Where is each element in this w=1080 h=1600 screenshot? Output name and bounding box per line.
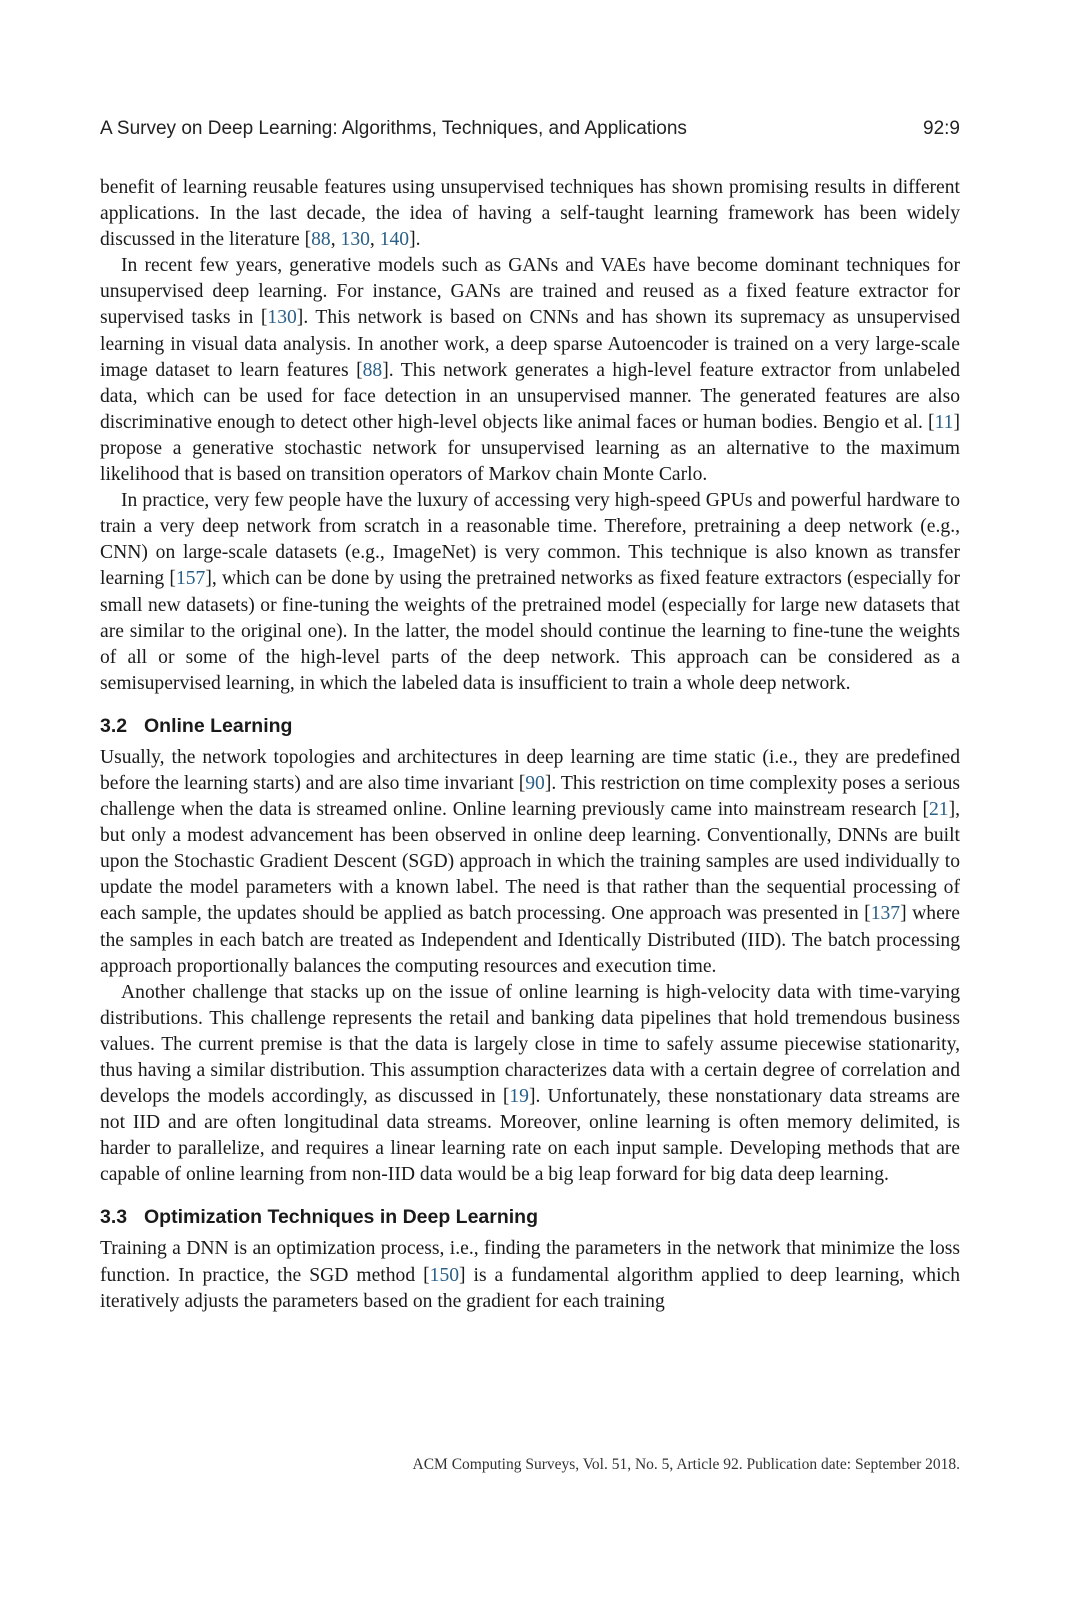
paragraph-1: benefit of learning reusable features using unsupervised techniques has shown promising results in different applications. In the last decade, the idea of having a self-taught learning framework has been widely discussed in the literature [88, 130, 140].: [100, 177, 960, 251]
paper-title: A Survey on Deep Learning: Algorithms, Techniques, and Applications: [100, 118, 687, 139]
journal-footer: ACM Computing Surveys, Vol. 51, No. 5, Article 92. Publication date: September 2018.: [412, 1456, 960, 1473]
citation-link[interactable]: 19: [509, 1086, 529, 1108]
citation-link[interactable]: 150: [429, 1264, 460, 1286]
citation-link[interactable]: 130: [267, 307, 297, 329]
citation-link[interactable]: 90: [525, 772, 545, 794]
citation-link[interactable]: 88: [311, 229, 331, 251]
citation-link[interactable]: 137: [870, 903, 901, 925]
paragraph-2: In recent few years, generative models such as GANs and VAEs have become dominant techniques for unsupervised deep learning. For instance, GANs are trained and reused as a fixed feature extractor for supervised tasks in [130]. This network is based on CNNs and has shown its supremacy as unsupervised learning in visual data analysis. In another work, a deep sparse Autoencoder is trained on a very large-scale image dataset to learn features [88]. This network generates a high-level feature extractor from unlabeled data, which can be used for face detection in an unsupervised manner. The generated features are also discriminative enough to detect other high-level objects like animal faces or human bodies. Bengio et al. [11] propose a generative stochastic network for unsupervised learning as an alternative to the maximum likelihood that is based on transition operators of Markov chain Monte Carlo.: [100, 255, 960, 486]
citation-link[interactable]: 130: [340, 229, 370, 251]
citation-link[interactable]: 11: [934, 411, 954, 433]
section-heading-online-learning: 3.2 Online Learning: [100, 714, 293, 737]
paragraph-4: Usually, the network topologies and architectures in deep learning are time static (i.e., they are predefined before the learning starts) and are also time invariant [90]. This restriction on time complexity poses a serious challenge when the data is streamed online. Online learning previously came into mainstream research [21], but only a modest advancement has been observed in online deep learning. Conventionally, DNNs are built upon the Stochastic Gradient Descent (SGD) approach in which the training samples are used individually to update the model parameters with a known label. The need is that rather than the sequential processing of each sample, the updates should be applied as batch processing. One approach was presented in [137] where the samples in each batch are treated as Independent and Identically Distributed (IID). The batch processing approach proportionally balances the computing resources and execution time.: [100, 746, 960, 977]
citation-link[interactable]: 140: [379, 229, 410, 251]
section-heading-optimization: 3.3 Optimization Techniques in Deep Learning: [100, 1206, 539, 1229]
citation-link[interactable]: 21: [928, 799, 949, 821]
paragraph-6: Training a DNN is an optimization process, i.e., finding the parameters in the network that minimize the loss function. In practice, the SGD method [150] is a fundamental algorithm applied to deep learning, which iteratively adjusts the parameters based on the gradient for each training: [100, 1238, 961, 1312]
paragraph-5: Another challenge that stacks up on the issue of online learning is high-velocity data with time-varying distributions. This challenge represents the retail and banking data pipelines that hold tremendous business values. The current premise is that the data is largely close in time to safely assume piecewise stationarity, thus having a similar distribution. This assumption characterizes data with a certain degree of correlation and develops the models accordingly, as discussed in [19]. Unfortunately, these nonstationary data streams are not IID and are often longitudinal data streams. Moreover, online learning is often memory delimited, is harder to parallelize, and requires a linear learning rate on each input sample. Developing methods that are capable of online learning from non-IID data would be a big leap forward for big data deep learning.: [100, 981, 960, 1186]
citation-link[interactable]: 157: [175, 568, 206, 590]
paragraph-3: In practice, very few people have the luxury of accessing very high-speed GPUs and powerful hardware to train a very deep network from scratch in a reasonable time. Therefore, pretraining a deep network (e.g., CNN) on large-scale datasets (e.g., ImageNet) is very common. This technique is also known as transfer learning [157], which can be done by using the pretrained networks as fixed feature extractors (especially for small new datasets) or fine-tuning the weights of the pretrained model (especially for large new datasets that are similar to the original one). In the latter, the model should continue the learning to fine-tune the weights of all or some of the high-level parts of the deep network. This approach can be considered as a semisupervised learning, in which the labeled data is insufficient to train a whole deep network.: [100, 490, 960, 694]
body-text: [100, 175, 960, 1315]
page-number: 92:9: [923, 118, 960, 139]
citation-link[interactable]: 88: [362, 359, 383, 381]
running-head: [100, 118, 960, 140]
